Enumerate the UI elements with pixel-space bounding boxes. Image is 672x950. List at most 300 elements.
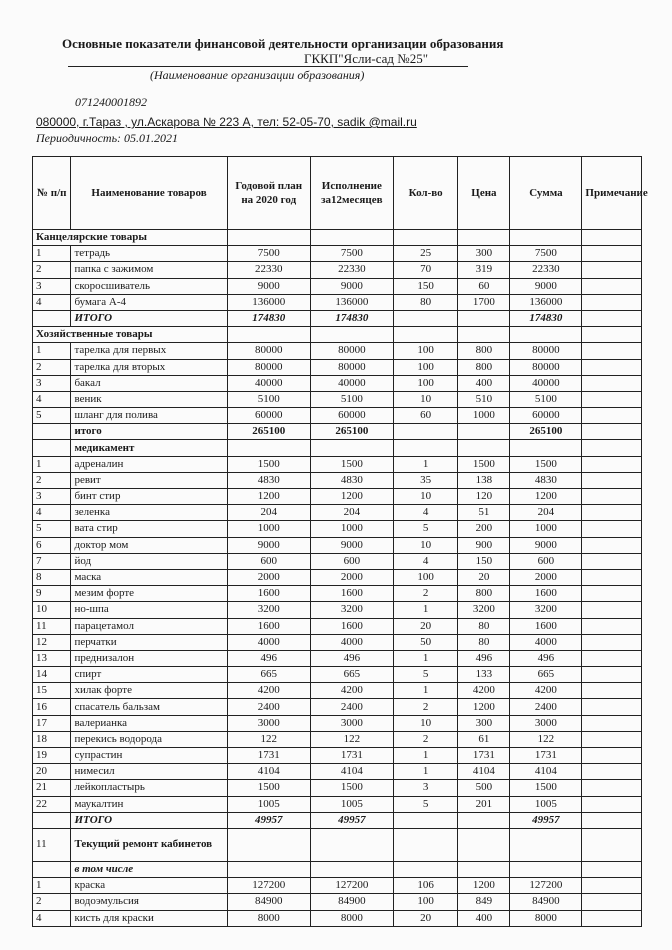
price-value: 800: [458, 343, 510, 359]
table-row: [33, 910, 642, 926]
table-row: [33, 634, 642, 650]
table-row: [33, 715, 642, 731]
table-row: [33, 796, 642, 812]
empty-cell: [310, 440, 393, 456]
execution-value: 136000: [310, 294, 393, 310]
note-value: [582, 812, 642, 828]
execution-value: 49957: [310, 812, 393, 828]
execution-value: 1000: [310, 521, 393, 537]
price-value: [458, 310, 510, 326]
price-value: 319: [458, 262, 510, 278]
plan-value: 1500: [227, 456, 310, 472]
item-name: бинт стир: [71, 489, 227, 505]
note-value: [582, 602, 642, 618]
plan-value: [227, 861, 310, 877]
sum-value: 3200: [510, 602, 582, 618]
table-row: [33, 408, 642, 424]
price-value: 500: [458, 780, 510, 796]
row-number: 5: [33, 521, 71, 537]
item-name: скоросшиватель: [71, 278, 227, 294]
item-name: спирт: [71, 667, 227, 683]
price-value: [458, 828, 510, 861]
row-number: 12: [33, 634, 71, 650]
quantity-value: [393, 310, 457, 326]
price-value: 4200: [458, 683, 510, 699]
sum-value: 8000: [510, 910, 582, 926]
row-number: 5: [33, 408, 71, 424]
table-row: [33, 894, 642, 910]
row-number: 16: [33, 699, 71, 715]
price-value: 1200: [458, 878, 510, 894]
execution-value: 9000: [310, 278, 393, 294]
item-name: бумага А-4: [71, 294, 227, 310]
item-name: преднизалон: [71, 650, 227, 666]
title-underline: [68, 66, 468, 67]
plan-value: 2400: [227, 699, 310, 715]
quantity-value: 1: [393, 602, 457, 618]
note-value: [582, 699, 642, 715]
price-value: 80: [458, 634, 510, 650]
item-name: вата стир: [71, 521, 227, 537]
plan-value: 60000: [227, 408, 310, 424]
execution-value: 80000: [310, 359, 393, 375]
sum-value: [510, 861, 582, 877]
plan-value: 3000: [227, 715, 310, 731]
price-value: 20: [458, 569, 510, 585]
note-value: [582, 246, 642, 262]
sum-value: 1500: [510, 780, 582, 796]
plan-value: 1600: [227, 618, 310, 634]
quantity-value: [393, 861, 457, 877]
plan-value: 80000: [227, 359, 310, 375]
execution-value: 4000: [310, 634, 393, 650]
plan-value: 2000: [227, 569, 310, 585]
quantity-value: 2: [393, 731, 457, 747]
quantity-value: 25: [393, 246, 457, 262]
plan-value: 1005: [227, 796, 310, 812]
row-number: 19: [33, 748, 71, 764]
item-name: супрастин: [71, 748, 227, 764]
item-name: хилак форте: [71, 683, 227, 699]
row-number: 4: [33, 505, 71, 521]
table-body: [33, 230, 642, 927]
sum-value: 4000: [510, 634, 582, 650]
table-row: [33, 780, 642, 796]
row-number: 1: [33, 343, 71, 359]
sum-value: 3000: [510, 715, 582, 731]
note-value: [582, 537, 642, 553]
quantity-value: 20: [393, 910, 457, 926]
quantity-value: 4: [393, 505, 457, 521]
sum-value: 1000: [510, 521, 582, 537]
quantity-value: 100: [393, 359, 457, 375]
sum-value: 127200: [510, 878, 582, 894]
empty-cell: [458, 327, 510, 343]
empty-cell: [582, 327, 642, 343]
item-name: маукалтин: [71, 796, 227, 812]
execution-value: 4104: [310, 764, 393, 780]
col-header-number: № п/п: [33, 157, 71, 230]
row-number: 4: [33, 294, 71, 310]
note-value: [582, 553, 642, 569]
note-value: [582, 764, 642, 780]
total-row: [33, 424, 642, 440]
plan-value: 600: [227, 553, 310, 569]
col-header-plan: Годовой план на 2020 год: [227, 157, 310, 230]
note-value: [582, 748, 642, 764]
quantity-value: 100: [393, 343, 457, 359]
note-value: [582, 683, 642, 699]
item-name: перчатки: [71, 634, 227, 650]
sum-value: 60000: [510, 408, 582, 424]
execution-value: 84900: [310, 894, 393, 910]
item-name: тарелка для первых: [71, 343, 227, 359]
item-name: тарелка для вторых: [71, 359, 227, 375]
section-title: Канцелярские товары: [33, 230, 228, 246]
plan-value: 5100: [227, 391, 310, 407]
sum-value: 665: [510, 667, 582, 683]
price-value: 1000: [458, 408, 510, 424]
item-name: доктор мом: [71, 537, 227, 553]
note-value: [582, 375, 642, 391]
execution-value: 122: [310, 731, 393, 747]
sum-value: 204: [510, 505, 582, 521]
organization-name: ГККП"Ясли-сад №25": [303, 51, 429, 66]
plan-value: 84900: [227, 894, 310, 910]
sum-value: 496: [510, 650, 582, 666]
execution-value: [310, 861, 393, 877]
quantity-value: [393, 812, 457, 828]
note-value: [582, 343, 642, 359]
sum-value: 49957: [510, 812, 582, 828]
note-value: [582, 715, 642, 731]
quantity-value: 5: [393, 667, 457, 683]
plan-value: 665: [227, 667, 310, 683]
plan-value: 49957: [227, 812, 310, 828]
quantity-value: 5: [393, 796, 457, 812]
note-value: [582, 634, 642, 650]
empty-cell: [393, 440, 457, 456]
row-number: 2: [33, 262, 71, 278]
table-row: [33, 343, 642, 359]
note-value: [582, 894, 642, 910]
execution-value: 665: [310, 667, 393, 683]
execution-value: 1005: [310, 796, 393, 812]
item-name: парацетамол: [71, 618, 227, 634]
quantity-value: 1: [393, 748, 457, 764]
table-row: [33, 650, 642, 666]
price-value: 120: [458, 489, 510, 505]
execution-value: 5100: [310, 391, 393, 407]
quantity-value: 2: [393, 586, 457, 602]
item-name: нимесил: [71, 764, 227, 780]
plan-value: 22330: [227, 262, 310, 278]
quantity-value: 3: [393, 780, 457, 796]
row-number: 1: [33, 246, 71, 262]
price-value: 510: [458, 391, 510, 407]
plan-value: 4830: [227, 472, 310, 488]
price-value: 3200: [458, 602, 510, 618]
quantity-value: 100: [393, 569, 457, 585]
row-number: 3: [33, 278, 71, 294]
sum-value: 1200: [510, 489, 582, 505]
row-number: 6: [33, 537, 71, 553]
plan-value: 496: [227, 650, 310, 666]
execution-value: 8000: [310, 910, 393, 926]
item-name: маска: [71, 569, 227, 585]
row-number: 11: [33, 828, 71, 861]
item-name: ИТОГО: [71, 812, 227, 828]
empty-cell: [510, 327, 582, 343]
item-name: лейкопластырь: [71, 780, 227, 796]
item-name: ревит: [71, 472, 227, 488]
price-value: 300: [458, 715, 510, 731]
note-value: [582, 294, 642, 310]
sum-value: 5100: [510, 391, 582, 407]
sum-value: 2400: [510, 699, 582, 715]
price-value: 200: [458, 521, 510, 537]
col-header-quantity: Кол-во: [393, 157, 457, 230]
table-row: [33, 489, 642, 505]
note-value: [582, 618, 642, 634]
empty-cell: [393, 230, 457, 246]
empty-cell: [458, 440, 510, 456]
price-value: 1700: [458, 294, 510, 310]
quantity-value: 1: [393, 764, 457, 780]
row-number: 4: [33, 910, 71, 926]
quantity-value: 10: [393, 391, 457, 407]
col-header-sum: Сумма: [510, 157, 582, 230]
row-number: 7: [33, 553, 71, 569]
empty-cell: [310, 327, 393, 343]
table-row: [33, 602, 642, 618]
item-name: итого: [71, 424, 227, 440]
execution-value: 127200: [310, 878, 393, 894]
report-title: Основные показатели финансовой деятельности организации образования: [62, 36, 504, 51]
empty-cell: [310, 230, 393, 246]
item-name: перекись водорода: [71, 731, 227, 747]
row-number: 18: [33, 731, 71, 747]
plan-value: 1600: [227, 586, 310, 602]
table-row: [33, 391, 642, 407]
sum-value: 9000: [510, 537, 582, 553]
row-number: 1: [33, 456, 71, 472]
price-value: 849: [458, 894, 510, 910]
execution-value: 1500: [310, 456, 393, 472]
note-value: [582, 262, 642, 278]
execution-value: 1600: [310, 586, 393, 602]
execution-value: 4830: [310, 472, 393, 488]
execution-value: 80000: [310, 343, 393, 359]
quantity-value: 60: [393, 408, 457, 424]
col-header-execution: Исполнение за12месяцев: [310, 157, 393, 230]
section-header-row: [33, 828, 642, 861]
note-value: [582, 359, 642, 375]
price-value: 1500: [458, 456, 510, 472]
row-number: 9: [33, 586, 71, 602]
empty-cell: [227, 230, 310, 246]
price-value: 150: [458, 553, 510, 569]
sum-value: 80000: [510, 359, 582, 375]
note-value: [582, 310, 642, 326]
row-number: [33, 812, 71, 828]
item-name: валерианка: [71, 715, 227, 731]
note-value: [582, 424, 642, 440]
col-header-name: Наименование товаров: [71, 157, 227, 230]
section-title: Хозяйственные товары: [33, 327, 228, 343]
sum-value: 22330: [510, 262, 582, 278]
note-value: [582, 456, 642, 472]
row-number: 21: [33, 780, 71, 796]
note-value: [582, 780, 642, 796]
table-row: [33, 569, 642, 585]
plan-value: 4104: [227, 764, 310, 780]
item-name: тетрадь: [71, 246, 227, 262]
row-number: 17: [33, 715, 71, 731]
total-row: [33, 812, 642, 828]
table-row: [33, 683, 642, 699]
execution-value: 2400: [310, 699, 393, 715]
item-name: шланг для полива: [71, 408, 227, 424]
table-row: [33, 586, 642, 602]
sum-value: 84900: [510, 894, 582, 910]
note-value: [582, 278, 642, 294]
price-value: 138: [458, 472, 510, 488]
plan-value: 4200: [227, 683, 310, 699]
empty-cell: [458, 230, 510, 246]
plan-value: 7500: [227, 246, 310, 262]
col-header-note: Примечание: [582, 157, 642, 230]
item-name: ИТОГО: [71, 310, 227, 326]
row-number: 20: [33, 764, 71, 780]
execution-value: 40000: [310, 375, 393, 391]
item-name: краска: [71, 878, 227, 894]
empty-cell: [582, 230, 642, 246]
row-number: 3: [33, 375, 71, 391]
quantity-value: 100: [393, 375, 457, 391]
execution-value: 1731: [310, 748, 393, 764]
quantity-value: 106: [393, 878, 457, 894]
table-row: [33, 246, 642, 262]
plan-value: 1200: [227, 489, 310, 505]
note-value: [582, 569, 642, 585]
note-value: [582, 667, 642, 683]
execution-value: 22330: [310, 262, 393, 278]
plan-value: 1000: [227, 521, 310, 537]
plan-value: 127200: [227, 878, 310, 894]
execution-value: 265100: [310, 424, 393, 440]
quantity-value: 80: [393, 294, 457, 310]
sum-value: 600: [510, 553, 582, 569]
note-value: [582, 521, 642, 537]
plan-value: 265100: [227, 424, 310, 440]
organization-address: 080000, г.Тараз , ул.Аскарова № 223 А, тел: 52-05-70, sadik @mail.ru: [36, 115, 417, 129]
plan-value: 4000: [227, 634, 310, 650]
financial-table: [32, 156, 648, 927]
item-name: кисть для краски: [71, 910, 227, 926]
section-header-row: [33, 440, 642, 456]
row-number: 2: [33, 472, 71, 488]
price-value: [458, 424, 510, 440]
execution-value: 204: [310, 505, 393, 521]
note-value: [582, 489, 642, 505]
table-row: [33, 731, 642, 747]
item-name: спасатель бальзам: [71, 699, 227, 715]
item-name: в том числе: [71, 861, 227, 877]
table-row: [33, 667, 642, 683]
empty-cell: [582, 440, 642, 456]
note-value: [582, 828, 642, 861]
execution-value: 1600: [310, 618, 393, 634]
price-value: 400: [458, 910, 510, 926]
table-row: [33, 262, 642, 278]
total-row: [33, 310, 642, 326]
row-number: 11: [33, 618, 71, 634]
table-header-row: [33, 157, 642, 230]
price-value: 800: [458, 586, 510, 602]
row-number: 2: [33, 359, 71, 375]
price-value: 4104: [458, 764, 510, 780]
price-value: 900: [458, 537, 510, 553]
sum-value: 4104: [510, 764, 582, 780]
table-row: [33, 748, 642, 764]
execution-value: 3200: [310, 602, 393, 618]
table-row: [33, 359, 642, 375]
sum-value: 9000: [510, 278, 582, 294]
plan-value: 9000: [227, 278, 310, 294]
table-row: [33, 375, 642, 391]
row-number: 1: [33, 878, 71, 894]
empty-cell: [393, 327, 457, 343]
plan-value: 40000: [227, 375, 310, 391]
item-name: веник: [71, 391, 227, 407]
table-row: [33, 472, 642, 488]
note-value: [582, 391, 642, 407]
plan-value: 80000: [227, 343, 310, 359]
quantity-value: 35: [393, 472, 457, 488]
note-value: [582, 650, 642, 666]
subheading-row: [33, 861, 642, 877]
price-value: 496: [458, 650, 510, 666]
item-name: бакал: [71, 375, 227, 391]
execution-value: 7500: [310, 246, 393, 262]
plan-value: 1731: [227, 748, 310, 764]
price-value: 1200: [458, 699, 510, 715]
empty-cell: [33, 440, 71, 456]
item-name: йод: [71, 553, 227, 569]
item-name: адреналин: [71, 456, 227, 472]
note-value: [582, 472, 642, 488]
row-number: 4: [33, 391, 71, 407]
plan-value: 122: [227, 731, 310, 747]
execution-value: 600: [310, 553, 393, 569]
organization-caption: (Наименование организации образования): [150, 68, 365, 82]
price-value: 80: [458, 618, 510, 634]
empty-cell: [510, 440, 582, 456]
sum-value: 1600: [510, 586, 582, 602]
quantity-value: 20: [393, 618, 457, 634]
table-row: [33, 764, 642, 780]
execution-value: 174830: [310, 310, 393, 326]
sum-value: 174830: [510, 310, 582, 326]
quantity-value: 70: [393, 262, 457, 278]
sum-value: [510, 828, 582, 861]
price-value: 60: [458, 278, 510, 294]
sum-value: 4830: [510, 472, 582, 488]
item-name: водоэмульсия: [71, 894, 227, 910]
table-row: [33, 618, 642, 634]
row-number: 2: [33, 894, 71, 910]
